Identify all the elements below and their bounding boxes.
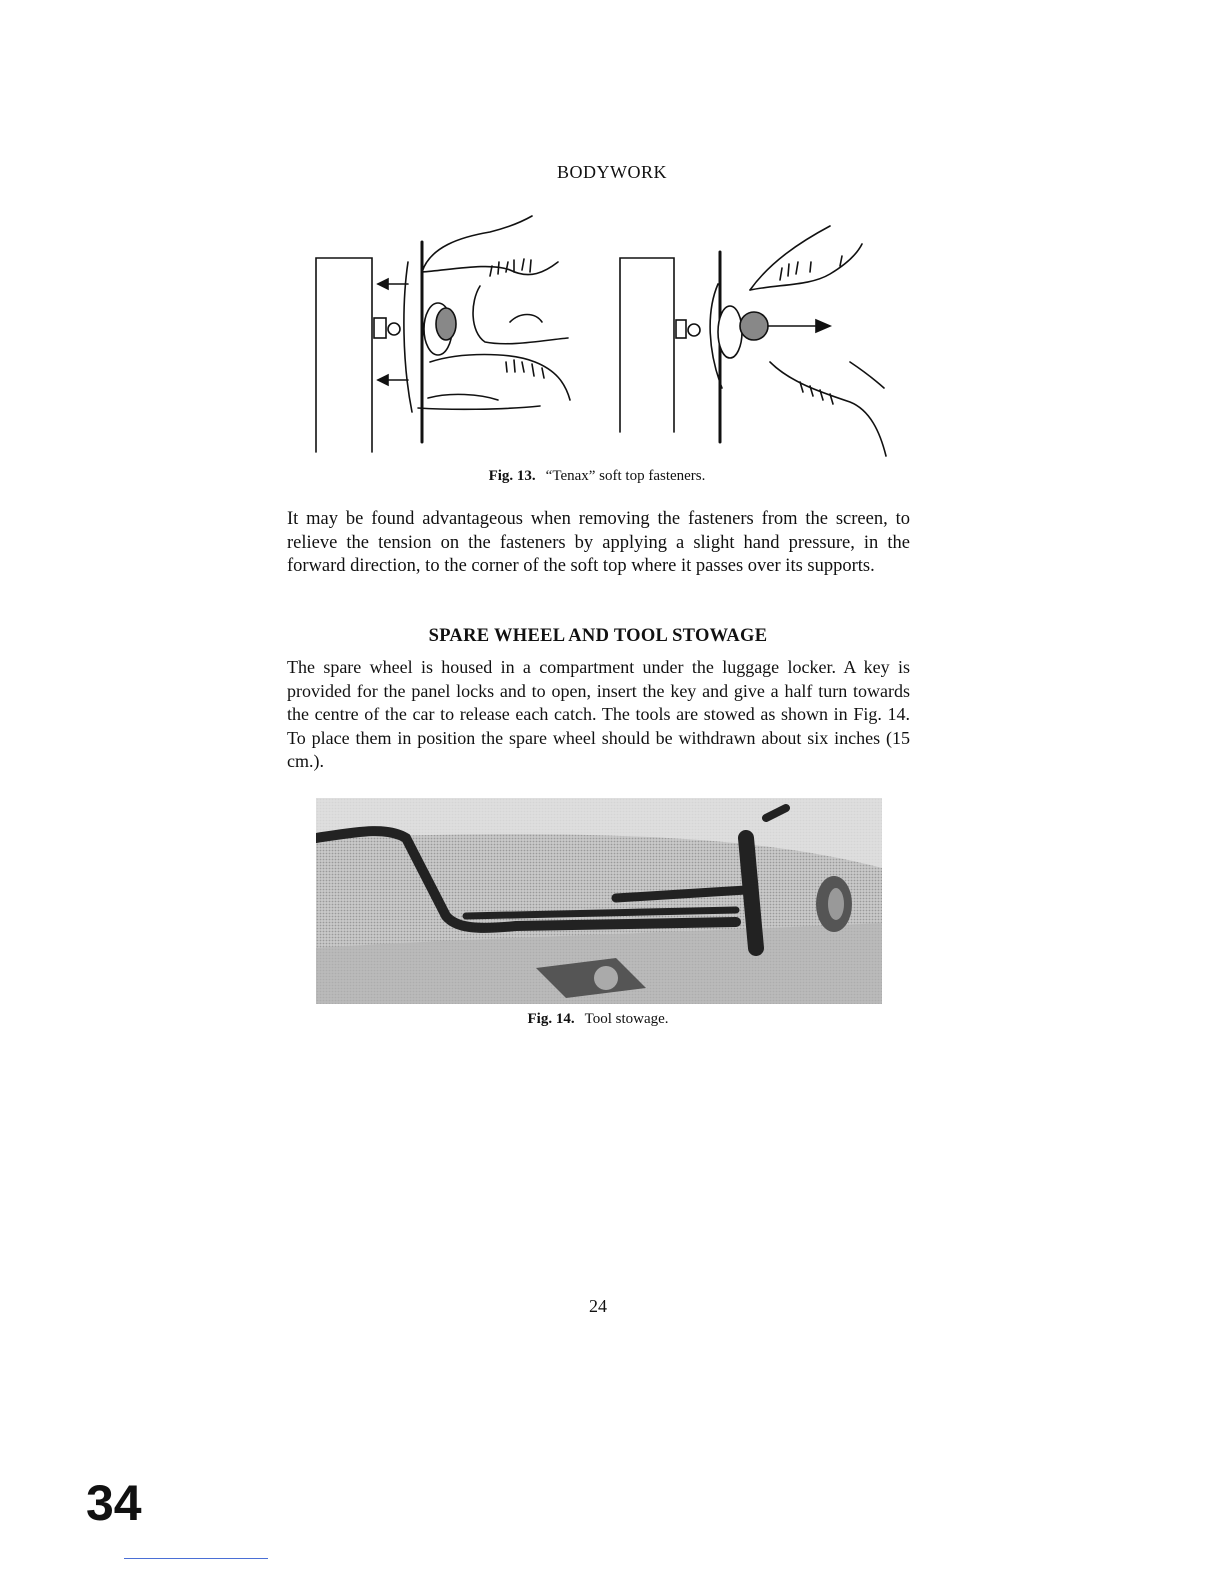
figure-14-text: Tool stowage. (584, 1011, 669, 1027)
page-header: BODYWORK (557, 162, 667, 182)
figure-13-caption (0, 468, 1194, 485)
figure-14-caption (0, 1011, 1196, 1028)
paragraph-fastener-removal: It may be found advantageous when removing the fasteners from the screen, to relieve the tension on the fasteners by applying a slight hand pressure, in the forward direction, to the corner of the soft top where it passes over its supports. (287, 509, 910, 576)
figure-14-label: Fig. 14. (527, 1011, 575, 1027)
figure-13-text: “Tenax” soft top fasteners. (545, 468, 706, 484)
footer-rule (124, 1558, 268, 1559)
section-heading: SPARE WHEEL AND TOOL STOWAGE (428, 626, 768, 646)
tool-stowage-photo (316, 798, 882, 1004)
page-number: 24 (589, 1296, 607, 1316)
tenax-fastener-illustration (310, 212, 900, 462)
paragraph-spare-wheel: The spare wheel is housed in a compartment under the luggage locker. A key is provided for the panel locks and to open, insert the key and give a half turn towards the centre of the car to release each catch. The tools are stowed as shown in Fig. 14. To place them in position the spare wheel should be withdrawn about six inches (15 cm.). (287, 657, 910, 771)
sheet-number: 34 (86, 1475, 142, 1531)
figure-13-label: Fig. 13. (488, 468, 536, 484)
